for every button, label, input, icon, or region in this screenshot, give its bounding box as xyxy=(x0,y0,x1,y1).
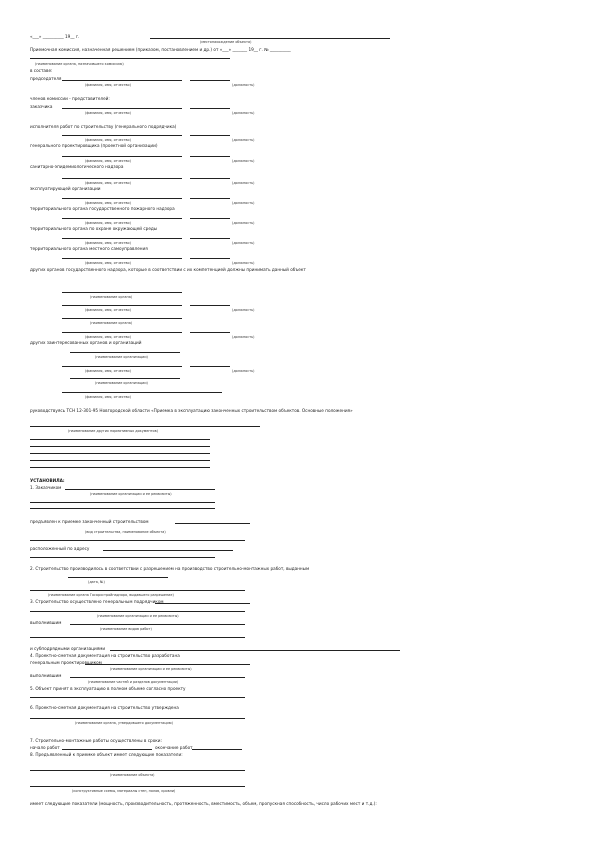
gencontractor-caption-fio: (фамилия, имя, отчество) xyxy=(85,138,131,142)
executed-works-text: выполнившим xyxy=(30,620,62,625)
other-interested-label: других заинтересованных органов и организаций xyxy=(30,340,142,345)
sanitary-caption-dolzh: (должность) xyxy=(232,181,255,185)
item3-line-2 xyxy=(30,611,245,612)
location-underline xyxy=(150,38,390,39)
other-bodies-text: других органов государственного надзора, которые в соответствии с их компетенцией должны принимать данный объект xyxy=(30,267,306,272)
gencontractor-fio-line xyxy=(62,135,182,136)
body2-caption-dolzh: (должность) xyxy=(232,335,255,339)
body2-line xyxy=(62,318,182,319)
org1-caption-dolzh: (должность) xyxy=(232,369,255,373)
item1-label: 1. Заказчиком xyxy=(30,485,62,490)
works-end-label: окончание работ xyxy=(155,745,193,750)
general-designer-short: генеральным проектировщиком xyxy=(30,660,102,665)
customer-caption-fio: (фамилия, имя, отчество) xyxy=(85,111,131,115)
org2-caption: (наименование организации) xyxy=(95,381,148,385)
chairman-label: председателя xyxy=(30,76,62,81)
chairman-dolzh-line xyxy=(190,80,230,81)
item6-line xyxy=(30,718,245,719)
body2-fio-line xyxy=(62,332,182,333)
caption-genpodr: (наименование организации и ее реквизиты) xyxy=(97,614,179,618)
localadmin-caption-dolzh: (должность) xyxy=(232,261,255,265)
operating-fio-line xyxy=(62,198,182,199)
item6-text: 6. Проектно-сметная документация на строительство утверждена xyxy=(30,705,179,710)
caption-design-org: (наименование организации и ее реквизиты) xyxy=(110,667,192,671)
caption-gasn: (наименование органа Госархстройнадзора, выдавшего разрешение) xyxy=(48,593,174,597)
members-label: членов комиссии - представителей: xyxy=(30,96,110,101)
caption-parts: (наименование частей и разделов документации) xyxy=(88,680,179,684)
operating-dolzh-line xyxy=(190,198,230,199)
footer-note: имеет следующие показатели (мощность, производительность, протяженность, вместимость, объем, пропускная способность, число рабочих мест и т.д.): xyxy=(30,801,377,806)
customer-fio-line xyxy=(62,108,182,109)
customer-caption-dolzh: (должность) xyxy=(232,111,255,115)
gencontractor-caption-dolzh: (должность) xyxy=(232,138,255,142)
item2-issuer-line xyxy=(68,577,168,578)
fire-label: территориального органа государственного пожарного надзора xyxy=(30,206,175,211)
body2-caption: (наименование органа) xyxy=(90,321,133,325)
item1-caption: (наименование организации и ее реквизиты) xyxy=(90,492,172,496)
item2-line-2 xyxy=(30,590,245,591)
executed-parts-line xyxy=(70,677,245,678)
body1-fio-line xyxy=(62,305,182,306)
nature-label: территориального органа по охране окружающей среды xyxy=(30,226,158,231)
org1-fio-line xyxy=(62,366,182,367)
item3-line xyxy=(155,603,250,604)
org2-caption-fio: (фамилия, имя, отчество) xyxy=(85,395,131,399)
gendesigner-caption-fio: (фамилия, имя, отчество) xyxy=(85,159,131,163)
chairman-caption-fio: (фамилия, имя, отчество) xyxy=(85,83,131,87)
established-heading: УСТАНОВИЛА: xyxy=(30,478,65,483)
docs-line-1 xyxy=(30,439,210,440)
docs-line-5 xyxy=(30,467,210,468)
item4-designer-line xyxy=(85,664,250,665)
sanitary-label: санитарно-эпидемиологического надзора xyxy=(30,164,124,169)
chairman-caption-dolzh: (должность) xyxy=(232,83,255,87)
item2-date-caption: (дата, №) xyxy=(88,580,105,584)
address-line xyxy=(103,550,233,551)
caption-approver: (наименование органа, утвердившего документацию) xyxy=(75,721,173,725)
item5-text: 5. Объект принят в эксплуатацию в полном объеме согласно проекту xyxy=(30,686,186,691)
fire-caption-dolzh: (должность) xyxy=(232,221,255,225)
org1-caption: (наименование организации) xyxy=(95,355,148,359)
fire-fio-line xyxy=(62,218,182,219)
object-line-2 xyxy=(30,540,245,541)
org2-fio-line xyxy=(62,392,222,393)
body1-caption: (наименование органа) xyxy=(90,295,133,299)
caption-object-name: (наименование объекта) xyxy=(110,773,155,777)
gendesigner-label: генерального проектировщика (проектной организации) xyxy=(30,143,158,148)
org1-dolzh-line xyxy=(190,366,230,367)
customer-label: заказчика xyxy=(30,104,53,109)
docs-line-3 xyxy=(30,453,210,454)
other-docs-line xyxy=(30,426,260,427)
item8-text: 8. Предъявленный к приемке объект имеет следующие показатели: xyxy=(30,752,183,757)
item2-text: 2. Строительство производилось в соответствии с разрешением на производство строительно-монтажных работ, выданным xyxy=(30,566,310,571)
nature-fio-line xyxy=(62,238,182,239)
caption-structure: (конструктивные схемы, материалы стен, полов, кровли) xyxy=(72,789,176,793)
body1-caption-fio: (фамилия, имя, отчество) xyxy=(85,308,131,312)
gendesigner-caption-dolzh: (должность) xyxy=(232,159,255,163)
intro-text: Приемочная комиссия, назначенная решением (приказом, постановлением и др.) от «___» _______ 19__ г. № __________ xyxy=(30,47,291,52)
localadmin-label: территориального органа местного самоуправления xyxy=(30,246,148,251)
body2-caption-fio: (фамилия, имя, отчество) xyxy=(85,335,131,339)
caption-org-name: (наименование органа, назначившего комиссию) xyxy=(35,62,124,66)
body1-line xyxy=(62,292,182,293)
item5-line xyxy=(30,697,245,698)
operating-label: эксплуатирующей организации xyxy=(30,186,101,191)
org2-line xyxy=(70,378,180,379)
fire-dolzh-line xyxy=(190,218,230,219)
executed-works-line xyxy=(70,624,245,625)
gendesigner-dolzh-line xyxy=(190,156,230,157)
item1-line-3 xyxy=(30,508,215,509)
located-at-text: расположенный по адресу xyxy=(30,546,90,551)
executed-parts-text: выполнившим xyxy=(30,673,62,678)
docs-line-4 xyxy=(30,460,210,461)
gencontractor-label: исполнителя работ по строительству (генерального подрядчика) xyxy=(30,124,177,129)
caption-object: (вид строительства, наименование объекта) xyxy=(85,530,166,534)
address-line-2 xyxy=(30,557,215,558)
works-end-line xyxy=(192,749,242,750)
caption-other-docs: (наименование других нормативных документов) xyxy=(68,429,158,433)
location-caption: (местонахождение объекта) xyxy=(200,40,252,44)
operating-caption-dolzh: (должность) xyxy=(232,201,255,205)
nature-caption-fio: (фамилия, имя, отчество) xyxy=(85,241,131,245)
gencontractor-dolzh-line xyxy=(190,135,230,136)
nature-caption-dolzh: (должность) xyxy=(232,241,255,245)
presented-line xyxy=(175,523,250,524)
item3-text: 3. Строительство осуществлено генеральным подрядчиком xyxy=(30,599,164,604)
item4-text: 4. Проектно-сметная документация на строительство разработана xyxy=(30,653,180,658)
caption-works-type: (наименование видов работ) xyxy=(100,627,152,631)
structure-line xyxy=(30,786,245,787)
body1-caption-dolzh: (должность) xyxy=(232,308,255,312)
works-start-label: начало работ xyxy=(30,745,60,750)
item7-text: 7. Строительно-монтажные работы осуществлены в сроки: xyxy=(30,738,162,743)
works-start-line xyxy=(62,749,152,750)
presented-text: предъявлен к приемке законченный строительством xyxy=(30,519,149,524)
operating-caption-fio: (фамилия, имя, отчество) xyxy=(85,201,131,205)
sanitary-fio-line xyxy=(62,178,182,179)
guided-by-text: руководствуясь ТСН 12-301-95 Новгородской области «Приемка в эксплуатацию законченных строительством объектов. Основные положения» xyxy=(30,408,353,413)
sanitary-dolzh-line xyxy=(190,178,230,179)
subcontractors-text: и субподрядными организациями xyxy=(30,646,106,651)
org-underline xyxy=(30,58,230,59)
nature-dolzh-line xyxy=(190,238,230,239)
subcontractors-line xyxy=(110,650,400,651)
object-name-line xyxy=(30,770,245,771)
works-line-2 xyxy=(30,637,245,638)
date-line: «___» __________ 19__ г. xyxy=(30,34,80,39)
sanitary-caption-fio: (фамилия, имя, отчество) xyxy=(85,181,131,185)
localadmin-fio-line xyxy=(62,258,182,259)
localadmin-dolzh-line xyxy=(190,258,230,259)
gendesigner-fio-line xyxy=(62,156,182,157)
item1-line-2 xyxy=(30,502,215,503)
org1-line xyxy=(70,352,180,353)
localadmin-caption-fio: (фамилия, имя, отчество) xyxy=(85,261,131,265)
body1-dolzh-line xyxy=(190,305,230,306)
body2-dolzh-line xyxy=(190,332,230,333)
item1-customer-line xyxy=(65,489,215,490)
chairman-fio-line xyxy=(62,80,182,81)
customer-dolzh-line xyxy=(190,108,230,109)
org1-caption-fio: (фамилия, имя, отчество) xyxy=(85,369,131,373)
in-composition: в составе: xyxy=(30,68,53,73)
docs-line-2 xyxy=(30,446,210,447)
fire-caption-fio: (фамилия, имя, отчество) xyxy=(85,221,131,225)
